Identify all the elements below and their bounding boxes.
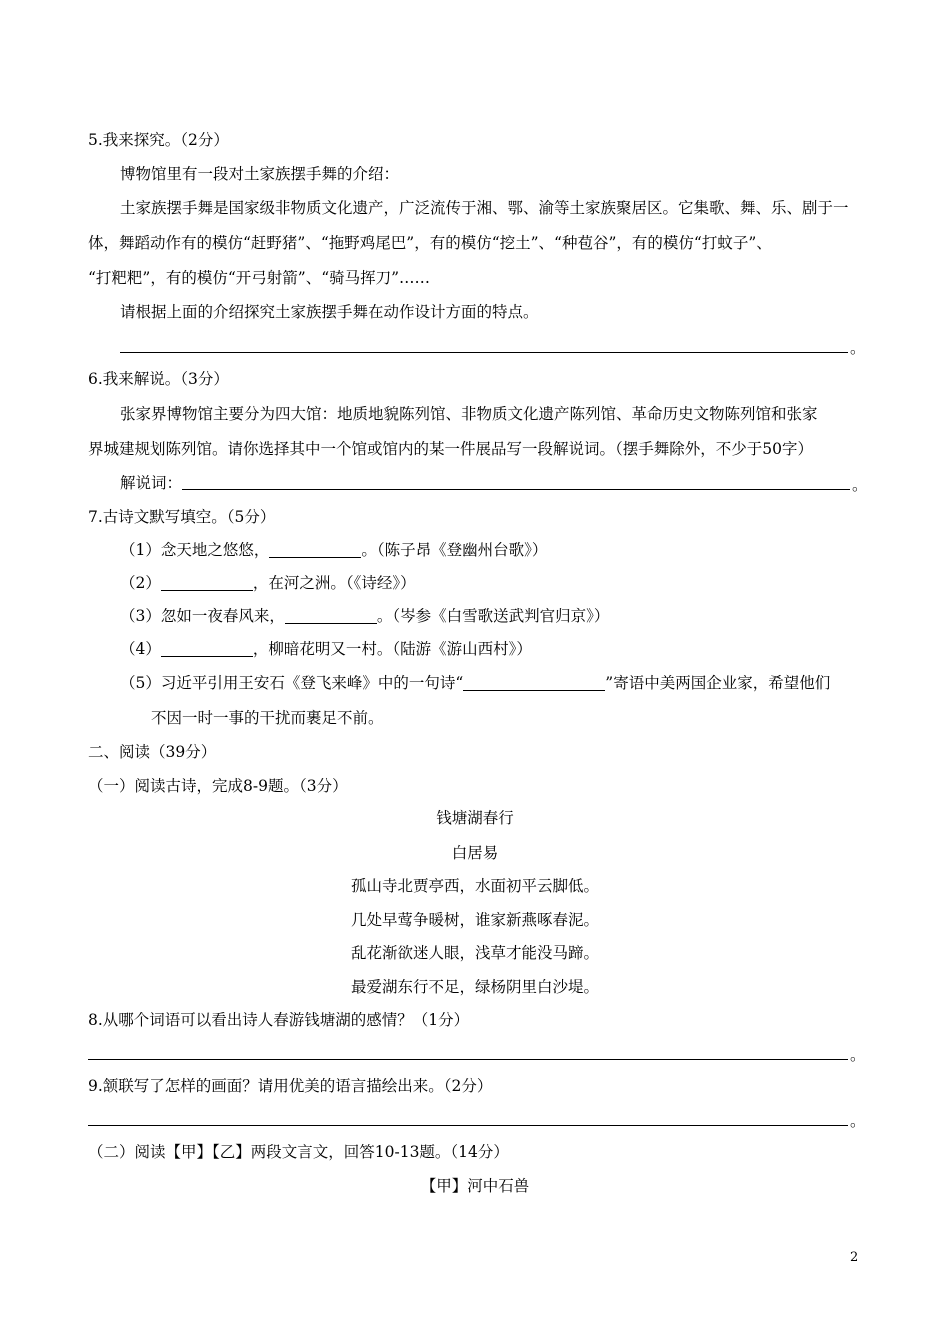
q5-title: 5.我来探究。（2分）: [88, 131, 229, 149]
q7-item-5-line-2: 不因一时一事的干扰而裹足不前。: [151, 709, 384, 727]
poem-line: 乱花渐欲迷人眼，浅草才能没马蹄。: [350, 944, 599, 962]
poem-line: 几处早莺争暖树，谁家新燕啄春泥。: [350, 911, 599, 929]
q5-paragraph-line-2: 体，舞蹈动作有的模仿“赶野猪”、“拖野鸡尾巴”，有的模仿“挖土”、“种苞谷”，有的模仿“打蚊子”、: [88, 234, 772, 252]
q7-item-4: （4） ，柳暗花明又一村。（陆游《游山西村》）: [120, 640, 532, 658]
q6-paragraph-line-2: 界城建规划陈列馆。请你选择其中一个馆或馆内的某一件展品写一段解说词。（摆手舞除外，不少于50字）: [88, 440, 813, 458]
q6-label: 解说词：: [120, 474, 183, 492]
q5-paragraph-line-1: 土家族摆手舞是国家级非物质文化遗产，广泛流传于湘、鄂、渝等土家族聚居区。它集歌、舞、乐、剧于一: [120, 199, 849, 217]
q6-title: 6.我来解说。（3分）: [88, 370, 229, 388]
section-2-title: 二、阅读（39分）: [88, 743, 217, 761]
q9-end-mark: 。: [850, 1112, 866, 1130]
q7-title: 7.古诗文默写填空。（5分）: [88, 508, 276, 526]
q5-end-mark: 。: [850, 339, 866, 357]
q6-end-mark: 。: [852, 476, 868, 494]
poem-title: 钱塘湖春行: [436, 809, 514, 827]
q7-item-3: （3）忽如一夜春风来， 。（岑参《白雪歌送武判官归京》）: [120, 607, 610, 625]
q6-paragraph-line-1: 张家界博物馆主要分为四大馆：地质地貌陈列馆、非物质文化遗产陈列馆、革命历史文物陈列馆和张家: [120, 405, 818, 423]
q5-prompt: 请根据上面的介绍探究土家族摆手舞在动作设计方面的特点。: [120, 303, 539, 321]
q6-answer-line[interactable]: [182, 489, 850, 490]
page-number: 2: [850, 1250, 859, 1265]
passage-a-title: 【甲】河中石兽: [420, 1177, 530, 1195]
q7-blank-5[interactable]: [463, 674, 605, 691]
q7-blank-2[interactable]: [161, 574, 253, 591]
q7-item-5: （5）习近平引用王安石《登飞来峰》中的一句诗“ ”寄语中美两国企业家，希望他们: [120, 674, 831, 692]
part-1-title: （一）阅读古诗，完成8-9题。（3分）: [88, 777, 348, 795]
q5-answer-line[interactable]: [120, 352, 848, 353]
q8-answer-line[interactable]: [88, 1059, 848, 1060]
q7-item-2: （2） ，在河之洲。（《诗经》）: [120, 574, 416, 592]
q8-title: 8.从哪个词语可以看出诗人春游钱塘湖的感情？（1分）: [88, 1011, 470, 1029]
poem-line: 孤山寺北贾亭西，水面初平云脚低。: [350, 877, 599, 895]
poem-line: 最爱湖东行不足，绿杨阴里白沙堤。: [350, 978, 599, 996]
q5-intro: 博物馆里有一段对土家族摆手舞的介绍：: [120, 165, 400, 183]
q7-blank-3[interactable]: [285, 607, 377, 624]
q7-blank-1[interactable]: [269, 541, 361, 558]
q9-answer-line[interactable]: [88, 1125, 848, 1126]
q9-title: 9.颔联写了怎样的画面？请用优美的语言描绘出来。（2分）: [88, 1077, 493, 1095]
q7-blank-4[interactable]: [161, 640, 253, 657]
part-2-title: （二）阅读【甲】【乙】两段文言文，回答10-13题。（14分）: [88, 1143, 509, 1161]
q7-item-1: （1）念天地之悠悠， 。（陈子昂《登幽州台歌》）: [120, 541, 548, 559]
q5-paragraph-line-3: “打粑粑”，有的模仿“开弓射箭”、“骑马挥刀”……: [88, 269, 431, 287]
poem-author: 白居易: [451, 844, 499, 862]
q8-end-mark: 。: [850, 1046, 866, 1064]
